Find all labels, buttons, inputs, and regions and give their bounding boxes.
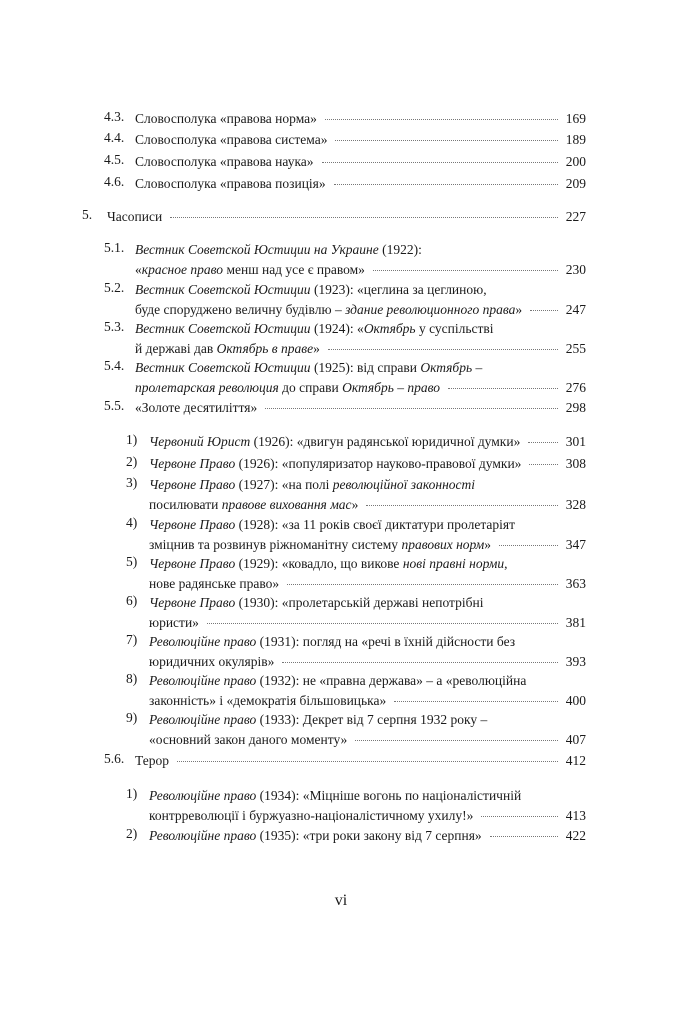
toc-entry[interactable] <box>126 786 586 825</box>
dot-leader <box>177 761 558 762</box>
toc-entry-title: Словосполука «правова норма» 169 <box>135 109 586 129</box>
toc-entry[interactable] <box>126 475 586 514</box>
toc-entry-number: 4.6. <box>104 174 125 189</box>
toc-entry[interactable] <box>104 152 586 172</box>
toc-entry-title: Часописи 227 <box>107 207 586 227</box>
toc-entry-title: Червоне Право (1929): «ковадло, що викове нові правні норми, нове радянське право» 363 <box>149 554 586 593</box>
dot-leader <box>328 349 558 350</box>
toc-entry[interactable] <box>126 632 586 671</box>
toc-entry[interactable] <box>104 280 586 319</box>
toc-entry-page-number[interactable]: 298 <box>565 400 586 415</box>
toc-entry[interactable] <box>104 751 586 771</box>
toc-entry-title: Словосполука «правова позиція» 209 <box>135 174 586 194</box>
toc-entry[interactable] <box>126 515 586 554</box>
toc-entry-number: 4.4. <box>104 130 125 145</box>
dot-leader <box>366 505 557 506</box>
toc-entry[interactable] <box>104 319 586 358</box>
dot-leader <box>282 662 557 663</box>
dot-leader <box>325 119 558 120</box>
toc-entry-page-number[interactable]: 393 <box>565 653 586 669</box>
toc-entry-title: Терор 412 <box>135 751 586 771</box>
toc-entry-title: Червоний Юрист (1926): «двигун радянської юридичної думки» 301 <box>149 432 586 452</box>
dot-leader <box>265 408 557 409</box>
toc-entry-number: 3) <box>126 475 138 490</box>
toc-entry[interactable] <box>126 826 586 846</box>
toc-entry[interactable] <box>104 109 586 129</box>
toc-entry-number: 2) <box>126 826 138 841</box>
toc-entry-title: Червоне Право (1930): «пролетарській державі непотрібні юристи» 381 <box>149 593 586 632</box>
dot-leader <box>530 310 558 311</box>
dot-leader <box>355 740 557 741</box>
toc-entry[interactable] <box>104 398 586 418</box>
toc-entry-number: 8) <box>126 671 138 686</box>
toc-entry-number: 5.6. <box>104 751 125 766</box>
toc-entry-title: Вестник Советской Юстиции (1925): від справи Октябрь – пролетарская революция до справи Октябрь – право 276 <box>135 358 586 397</box>
toc-entry-page-number[interactable]: 255 <box>565 340 586 356</box>
toc-entry-page-number[interactable]: 328 <box>565 496 586 512</box>
dot-leader <box>481 816 557 817</box>
toc-entry-page-number[interactable]: 400 <box>565 692 586 708</box>
toc-entry-page-number[interactable]: 308 <box>565 456 586 471</box>
toc-entry-title: Червоне Право (1928): «за 11 років своєї диктатури пролетаріят зміцнив та розвинув ріжноманітну систему правових норм» 347 <box>149 515 586 554</box>
toc-entry-title: Революційне право (1934): «Міцніше вогонь по націоналістичній контрреволюції і буржуазно-націоналістичному ухилу!» 413 <box>149 786 586 825</box>
dot-leader <box>373 270 558 271</box>
toc-entry-number: 1) <box>126 786 138 801</box>
toc-entry-number: 5.3. <box>104 319 125 334</box>
toc-entry[interactable] <box>104 174 586 194</box>
toc-entry[interactable] <box>126 710 586 749</box>
dot-leader <box>394 701 557 702</box>
toc-entry-title: Словосполука «правова наука» 200 <box>135 152 586 172</box>
toc-entry-number: 5.5. <box>104 398 125 413</box>
toc-entry-page-number[interactable]: 422 <box>565 828 586 843</box>
dot-leader <box>490 836 558 837</box>
toc-entry-number: 1) <box>126 432 138 447</box>
toc-entry-title: «Золоте десятиліття» 298 <box>135 398 586 418</box>
toc-entry-title: Революційне право (1932): не «правна держава» – а «революційна законність» і «демократія більшовицька» 400 <box>149 671 586 710</box>
dot-leader <box>334 184 558 185</box>
toc-entry-number: 4.3. <box>104 109 125 124</box>
page-folio: vi <box>334 892 348 909</box>
toc-entry-page-number[interactable]: 209 <box>565 176 586 191</box>
toc-entry-number: 9) <box>126 710 138 725</box>
toc-entry-page-number[interactable]: 169 <box>565 111 586 126</box>
toc-entry[interactable] <box>104 130 586 150</box>
toc-entry-page-number[interactable]: 412 <box>565 753 586 768</box>
toc-entry-title: Вестник Советской Юстиции (1923): «цеглина за цеглиною, буде споруджено величну будівлю – здание революционного права» 247 <box>135 280 586 319</box>
toc-entry-title: Червоне Право (1926): «популяризатор науково-правової думки» 308 <box>149 454 586 474</box>
toc-entry-page-number[interactable]: 230 <box>565 261 586 277</box>
toc-entry[interactable] <box>126 432 586 452</box>
toc-entry[interactable] <box>82 207 586 227</box>
dot-leader <box>529 464 557 465</box>
dot-leader <box>335 140 557 141</box>
toc-entry-page-number[interactable]: 189 <box>565 132 586 147</box>
dot-leader <box>207 623 558 624</box>
toc-entry-page-number[interactable]: 347 <box>565 536 586 552</box>
toc-entry-page-number[interactable]: 247 <box>565 301 586 317</box>
toc-entry-number: 5.1. <box>104 240 125 255</box>
toc-entry-title: Вестник Советской Юстиции на Украине (1922): «красное право менш над усе є правом» 230 <box>135 240 586 279</box>
dot-leader <box>499 545 558 546</box>
toc-entry[interactable] <box>126 671 586 710</box>
toc-entry-number: 4) <box>126 515 138 530</box>
toc-entry-title: Словосполука «правова система» 189 <box>135 130 586 150</box>
toc-entry-number: 2) <box>126 454 138 469</box>
toc-entry[interactable] <box>126 454 586 474</box>
dot-leader <box>322 162 558 163</box>
dot-leader <box>448 388 558 389</box>
toc-entry-number: 7) <box>126 632 138 647</box>
toc-entry-number: 5.2. <box>104 280 125 295</box>
toc-entry-number: 4.5. <box>104 152 125 167</box>
toc-entry-number: 5. <box>82 207 93 222</box>
toc-entry-title: Червоне Право (1927): «на полі революційної законності посилювати правове виховання мас» 328 <box>149 475 586 514</box>
toc-entry-page-number[interactable]: 363 <box>565 575 586 591</box>
toc-entry-title: Революційне право (1935): «три роки закону від 7 серпня» 422 <box>149 826 586 846</box>
toc-entry-page-number[interactable]: 301 <box>565 434 586 449</box>
toc-entry-page-number[interactable]: 413 <box>565 807 586 823</box>
toc-entry[interactable] <box>126 593 586 632</box>
toc-entry[interactable] <box>104 240 586 279</box>
toc-entry-title: Революційне право (1931): погляд на «речі в їхній дійсности без юридичних окулярів» 393 <box>149 632 586 671</box>
dot-leader <box>528 442 557 443</box>
toc-entry[interactable] <box>104 358 586 397</box>
toc-entry-number: 5) <box>126 554 138 569</box>
dot-leader <box>287 584 558 585</box>
toc-entry-title: Вестник Советской Юстиции (1924): «Октябрь у суспільстві й державі дав Октябрь в праве» 255 <box>135 319 586 358</box>
toc-entry-page-number[interactable]: 200 <box>565 154 586 169</box>
toc-entry-page-number[interactable]: 381 <box>565 614 586 630</box>
dot-leader <box>170 217 558 218</box>
toc-entry-page-number[interactable]: 407 <box>565 731 586 747</box>
toc-entry-page-number[interactable]: 276 <box>565 379 586 395</box>
toc-entry-number: 6) <box>126 593 138 608</box>
toc-entry-page-number[interactable]: 227 <box>565 209 586 224</box>
toc-entry[interactable] <box>126 554 586 593</box>
toc-entry-title: Революційне право (1933): Декрет від 7 серпня 1932 року – «основний закон даного моменту» 407 <box>149 710 586 749</box>
toc-entry-number: 5.4. <box>104 358 125 373</box>
